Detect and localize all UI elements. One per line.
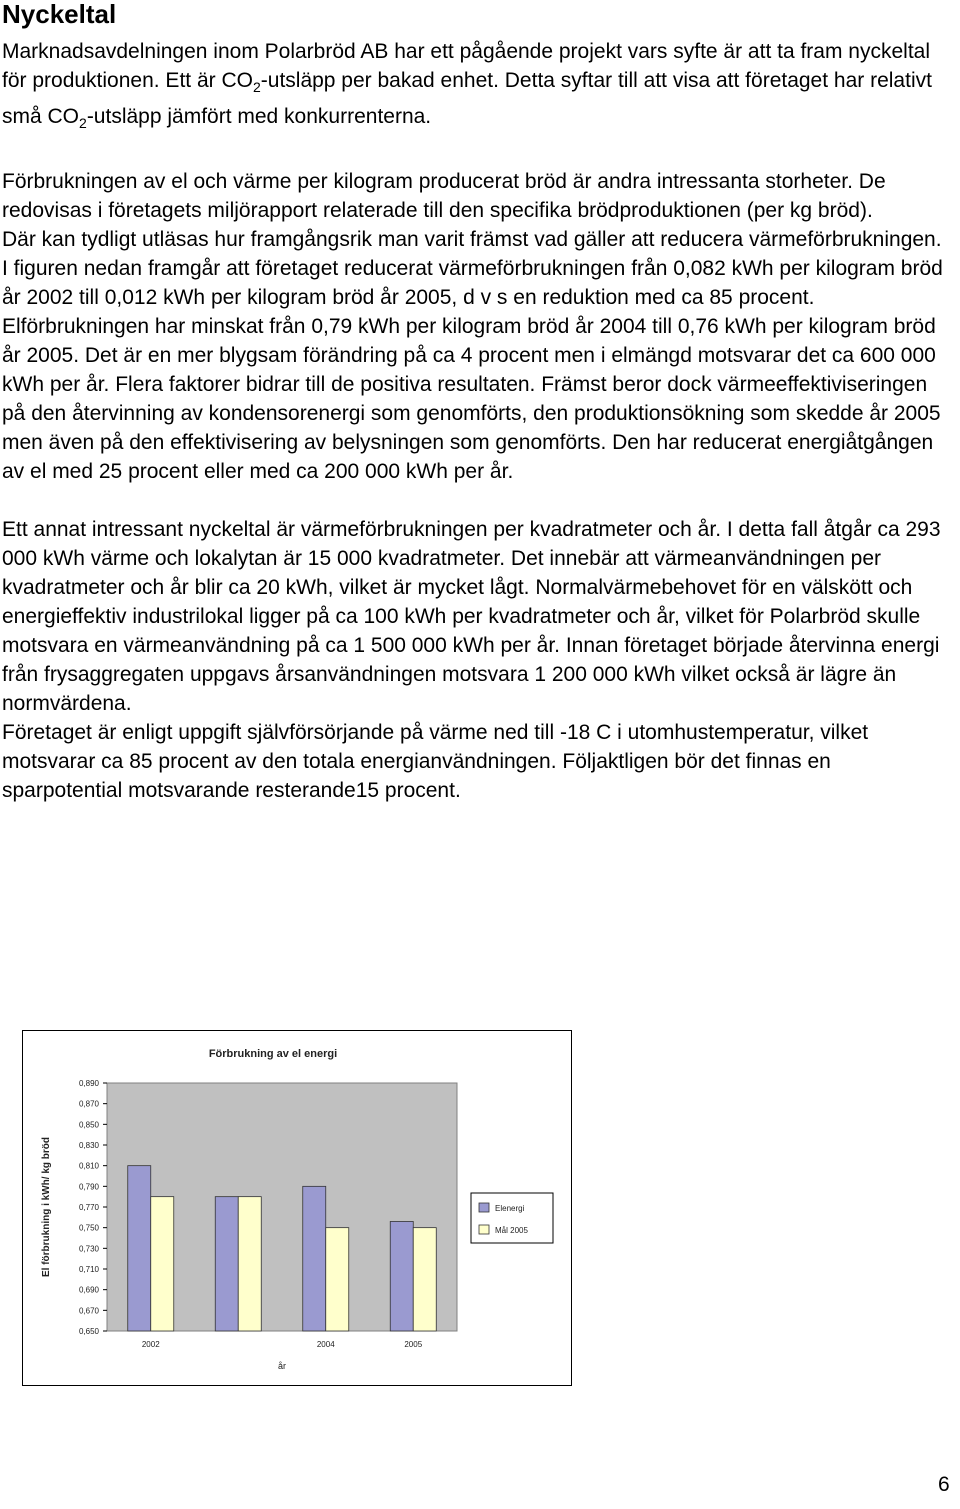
y-tick-label: 0,890: [78, 1079, 99, 1088]
bar-mål-2005-2002: [151, 1197, 174, 1331]
chart-title: Förbrukning av el energi: [208, 1048, 338, 1060]
x-tick-label: 2002: [141, 1340, 160, 1349]
page-number: 6: [938, 1473, 950, 1496]
legend-label: Elenergi: [495, 1204, 525, 1213]
bar-mål-2005-2005: [413, 1228, 436, 1331]
y-tick-label: 0,650: [78, 1327, 99, 1336]
legend-swatch: [479, 1225, 489, 1234]
legend-box: [471, 1193, 553, 1243]
paragraph-consumption: Förbrukningen av el och värme per kilogram producerat bröd är andra intressanta storheter. De redovisas i företagets miljörapport relaterade till den specifika brödproduktionen (per kg bröd).: [2, 170, 886, 223]
y-axis-label: El förbrukning i kWh/ kg bröd: [41, 1137, 52, 1277]
y-tick-label: 0,770: [78, 1203, 99, 1212]
x-tick-label: 2004: [316, 1340, 335, 1349]
y-tick-label: 0,830: [78, 1141, 99, 1150]
electricity-chart: [22, 1030, 572, 1386]
bar-elenergi-2004: [303, 1186, 326, 1331]
y-tick-label: 0,790: [78, 1182, 99, 1192]
y-tick-label: 0,730: [78, 1244, 99, 1254]
bar-mål-2005-2004: [326, 1228, 349, 1331]
y-tick-label: 0,710: [78, 1265, 99, 1274]
y-tick-label: 0,870: [78, 1099, 99, 1109]
subscript-2: 2: [252, 79, 261, 96]
body-text: [2, 37, 952, 805]
paragraph-results: Där kan tydligt utläsas hur framgångsrik man varit främst vad gäller att reducera värmeförbrukningen. I figuren nedan framgår att företaget reducerat värmeförbrukningen från 0,082 kWh per kilogram bröd år 2002 till 0,012 kWh per kilogram bröd år 2005, d v s en reduktion med ca 85 procent. Elförbrukningen har minskat från 0,79 kWh per kilogram bröd år 2004 till 0,76 kWh per kilogram bröd år 2005. Det är en mer blygsam förändring på ca 4 procent men i elmängd motsvarar det ca 600 000 kWh per år. Flera faktorer bidrar till de positiva resultaten. Främst beror dock värmeeffektiviseringen på den återvinning av kondensorenergi som genomförts, den produktionsökning som skedde år 2005 men även på den effektivisering av belysningen som genomförts. Den har reducerat energiåtgången av el med 25 procent eller med ca 200 000 kWh per år.: [2, 228, 943, 484]
y-tick-label: 0,690: [78, 1285, 99, 1295]
x-tick-label: 2005: [404, 1340, 423, 1349]
y-tick-label: 0,810: [78, 1161, 99, 1171]
y-tick-label: 0,750: [78, 1223, 99, 1233]
bar-mål-2005-2003: [238, 1197, 261, 1331]
chart-svg: [23, 1031, 571, 1385]
y-tick-label: 0,850: [78, 1120, 99, 1130]
subscript-2: 2: [79, 115, 87, 132]
bar-elenergi-2003: [215, 1197, 238, 1331]
x-axis-label: år: [277, 1361, 287, 1371]
paragraph-intro: Marknadsavdelningen inom Polarbröd AB har ett pågående projekt vars syfte är att ta fram nyckeltal för produktionen. Ett är $CO_2$-utsläpp per bakad enhet. Detta syftar till att visa att företaget har relativt små $CO_2$-utsläpp jämfört med konkurrenterna.: [2, 40, 932, 132]
legend-label: Mål 2005: [495, 1226, 528, 1235]
y-tick-label: 0,670: [78, 1306, 99, 1316]
bar-elenergi-2002: [128, 1166, 151, 1331]
paragraph-self-sufficiency: Företaget är enligt uppgift självförsörjande på värme ned till -18 C i utomhustemperatur, vilket motsvarar ca 85 procent av den totala energianvändningen. Följaktligen bör det finnas en sparpotential motsvarande resterande15 procent.: [2, 721, 869, 803]
bar-elenergi-2005: [390, 1221, 413, 1331]
page-heading: Nyckeltal: [2, 0, 117, 29]
paragraph-heat-per-area: Ett annat intressant nyckeltal är värmeförbrukningen per kvadratmeter och år. I detta fall åtgår ca 293 000 kWh värme och lokalytan är 15 000 kvadratmeter. Det innebär att värmeanvändningen per kvadratmeter och år blir ca 20 kWh, vilket är mycket lågt. Normalvärmebehovet för en välskött och energieffektiv industrilokal ligger på ca 100 kWh per kvadratmeter och år, vilket för Polarbröd skulle motsvara en värmeanvändning på ca 1 500 000 kWh per år. Innan företaget började återvinna energi från frysaggregaten uppgavs årsanvändningen motsvara 1 200 000 kWh vilket också är lägre än normvärdena.: [2, 518, 941, 716]
legend-swatch: [479, 1203, 489, 1212]
